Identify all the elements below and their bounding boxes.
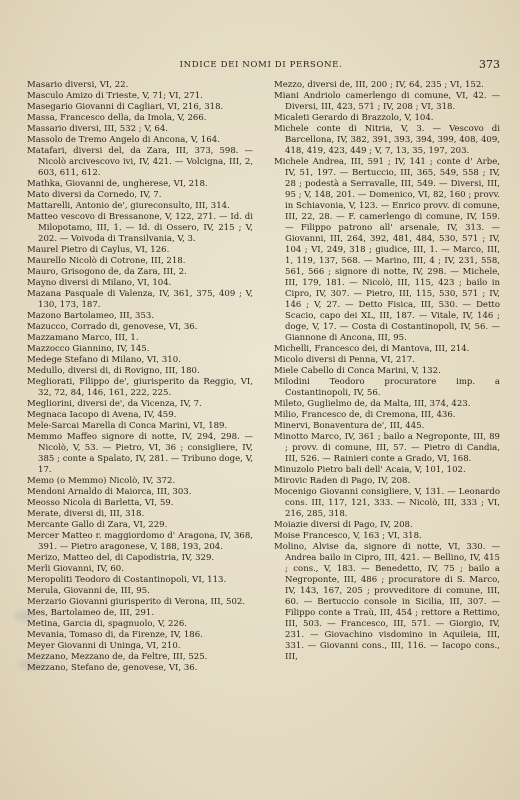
index-entry: Minotto Marco, IV, 361 ; bailo a Negroponte, III, 89 ; provv. di comune, III, 57. — Pietro di Candia, III, 526. — Rainieri conte a Grado, VI, 168. <box>274 432 500 464</box>
index-entry: Mazono Bartolameo, III, 353. <box>27 311 155 321</box>
index-entry: Miani Andriolo camerlengo di comune, VI, 42. — Diversi, III, 423, 571 ; IV, 208 ; VI, 318. <box>274 91 500 112</box>
index-entry: Mendoni Arnaldo di Maiorca, III, 303. <box>27 487 192 497</box>
index-entry: Matafari, diversi del, da Zara, III, 373, 598. — Nicolò arcivescovo ivi, IV, 421. — Volcigna, III, 2, 603, 611, 612. <box>27 146 253 178</box>
index-entry: Merate, diversi di, III, 318. <box>27 509 145 519</box>
index-entry: Miele Cabello di Conca Marini, V, 132. <box>274 366 441 376</box>
index-entry: Megliorati, Filippo de', giurisperito da Reggio, VI, 32, 72, 84, 146, 161, 222, 225. <box>27 377 253 398</box>
index-entry: Metina, Garcia di, spagnuolo, V, 226. <box>27 619 188 629</box>
index-entry: Mileto, Guglielmo de, da Malta, III, 374, 423. <box>274 399 471 409</box>
index-entry: Molino, Alvise da, signore di notte, VI, 330. — Andrea bailo in Cipro, III, 421. — Bellino, IV, 415 ; cons., V, 183. — Benedetto, IV, 75 ; bailo a Negroponte, III, 486 ; procuratore di S. Marco, IV, 143, 167, 205 ; provveditore di comune, III, 60. — Bertuccio console in Sicilia, III, 307. — Filippo conte a Traù, III, 454 ; rettore a Rettimo, III, 503. — Francesco, III, 571. — Giorgio, IV, 231. — Giovachino visdomino in Aquileia, III, 331. — Giovanni cons., III, 116. — Iacopo cons., III, <box>274 542 500 662</box>
index-entry: Michele conte di Nitria, V, 3. — Vescovo di Barcellona, IV, 382, 391, 393, 394, 399, 408, 409, 418, 419, 423, 449 ; V, 7, 13, 35, 197, 203. <box>274 124 500 156</box>
index-entry: Merula, Giovanni de, III, 95. <box>27 586 150 596</box>
index-entry: Meosso Nicola di Barletta, VI, 59. <box>27 498 174 508</box>
index-entry: Mocenigo Giovanni consigliere, V, 131. — Leonardo cons. III, 117, 121, 333. — Nicolò, III, 333 ; VI, 216, 285, 318. <box>274 487 500 519</box>
index-entry: Mattarelli, Antonio de', giureconsulto, III, 314. <box>27 201 230 211</box>
index-entry: Massa, Francesco della, da Imola, V, 266. <box>27 113 207 123</box>
running-title: INDICE DEI NOMI DI PERSONE. <box>179 60 343 70</box>
index-entry: Mazucco, Corrado di, genovese, VI, 36. <box>27 322 198 332</box>
page-header <box>22 60 500 74</box>
index-entry: Minuzolo Pietro bali dell' Acaia, V, 101, 102. <box>274 465 466 475</box>
index-entry: Meyer Giovanni di Uninga, VI, 210. <box>27 641 181 651</box>
index-entry: Minervi, Bonaventura de', III, 445. <box>274 421 425 431</box>
index-entry: Meropoliti Teodoro di Costantinopoli, VI, 113. <box>27 575 227 585</box>
index-entry: Maurello Nicolò di Cotrone, III, 218. <box>27 256 186 266</box>
index-entry: Mazana Pasquale di Valenza, IV, 361, 375, 409 ; V, 130, 173, 187. <box>27 289 253 310</box>
index-entry: Medege Stefano di Milano, VI, 310. <box>27 355 181 365</box>
index-entry: Medullo, diversi di, di Rovigno, III, 180. <box>27 366 200 376</box>
index-entry: Maurel Pietro di Caylus, VI, 126. <box>27 245 170 255</box>
index-entry: Merzario Giovanni giurisperito di Verona, III, 502. <box>27 597 246 607</box>
index-entry: Massolo de Tremo Angelo di Ancona, V, 164. <box>27 135 220 145</box>
index-entry: Massario diversi, III, 532 ; V, 64. <box>27 124 169 134</box>
index-entry: Memmo Maffeo signore di notte, IV, 294, 298. — Nicolò, V, 53. — Pietro, VI, 36 ; consigliere, IV, 385 ; conte a Spalato, IV, 281. — Tribuno doge, V, 17. <box>27 432 253 475</box>
index-entry: Mathka, Giovanni de, ungherese, VI, 218. <box>27 179 208 189</box>
index-entry: Michele Andrea, III, 591 ; IV, 141 ; conte d' Arbe, IV, 51, 197. — Bertuccio, III, 365, 549, 558 ; IV, 28 ; podestà a Serravalle, III, 549. — Diversi, III, 95 ; V, 148, 201. — Domenico, VI, 82, 160 ; provv. in Schiavonia, V, 123. — Enrico provv. di comune, III, 22, 28. — F. camerlengo di comune, IV, 159. — Filippo patrono all' arsenale, IV, 313. — Giovanni, III, 264, 392, 481, 484, 530, 571 ; IV, 104 ; VI, 249, 318 ; giudice, III, 1. — Marco, III, 1, 119, 137, 568. — Marino, III, 4 ; IV, 231, 558, 561, 566 ; signore di notte, IV, 298. — Michele, III, 179, 181. — Nicolò, III, 115, 423 ; bailo in Cipro, IV, 307. — Pietro, III, 115, 530, 571 ; IV, 146 ; V, 27. — Detto Fisica, III, 530. — Detto Scacio, capo dei XL, III, 187. — Vitale, IV, 146 ; doge, V, 17. — Costa di Costantinopoli, IV, 56. — Giannone di Ancona, III, 95. <box>274 157 500 343</box>
page-number: 373 <box>479 58 500 71</box>
index-entry: Megnaca Iacopo di Avena, IV, 459. <box>27 410 177 420</box>
index-entry: Megliorini, diversi de', da Vicenza, IV, 7. <box>27 399 202 409</box>
index-entry: Merizo, Matteo del, di Capodistria, IV, 329. <box>27 553 215 563</box>
index-entry: Moise Francesco, V, 163 ; VI, 318. <box>274 531 422 541</box>
index-entry: Milodini Teodoro procuratore imp. a Costantinopoli, IV, 56. <box>274 377 500 398</box>
index-entry: Mirovic Raden di Pago, IV, 208. <box>274 476 411 486</box>
index-entry: Mazzocco Giannino, IV, 145. <box>27 344 150 354</box>
index-entry: Micolo diversi di Penna, VI, 217. <box>274 355 415 365</box>
index-entry: Masario diversi, VI, 22. <box>27 80 129 90</box>
index-entry: Mes, Bartolameo de, III, 291. <box>27 608 155 618</box>
index-entry: Mercante Gallo di Zara, VI, 229. <box>27 520 168 530</box>
index-column-left <box>27 80 253 674</box>
index-entry: Mele-Sarcai Marella di Conca Marini, VI, 189. <box>27 421 228 431</box>
index-entry: Moiazie diversi di Pago, IV, 208. <box>274 520 413 530</box>
index-entry: Merli Giovanni, IV, 60. <box>27 564 124 574</box>
index-entry: Memo (o Memmo) Nicolò, IV, 372. <box>27 476 176 486</box>
index-entry: Mevania, Tomaso di, da Firenze, IV, 186. <box>27 630 203 640</box>
index-entry: Mato diversi da Cornedo, IV, 7. <box>27 190 162 200</box>
index-entry: Mezzano, Stefano de, genovese, VI, 36. <box>27 663 198 673</box>
index-entry: Masculo Amizo di Trieste, V, 71; VI, 271. <box>27 91 203 101</box>
index-entry: Micaleti Gerardo di Brazzolo, V, 104. <box>274 113 434 123</box>
index-entry: Mezzano, Mezzano de, da Feltre, III, 525. <box>27 652 208 662</box>
index-entry: Masegario Giovanni di Cagliari, VI, 216, 318. <box>27 102 224 112</box>
index-entry: Matteo vescovo di Bressanone, V, 122, 271. — Id. di Milopotamo, III, 1. — Id. di Ossero, IV, 215 ; V, 202. — Voivoda di Transilvania, V, 3. <box>27 212 253 244</box>
index-entry: Milio, Francesco de, di Cremona, III, 436. <box>274 410 456 420</box>
index-column-right <box>274 80 500 663</box>
index-entry: Mazzamano Marco, III, 1. <box>27 333 139 343</box>
index-entry: Mauro, Grisogono de, da Zara, III, 2. <box>27 267 187 277</box>
index-entry: Mezzo, diversi de, III, 200 ; IV, 64, 235 ; VI, 152. <box>274 80 484 90</box>
index-entry: Michelli, Francesco dei, di Mantova, III, 214. <box>274 344 470 354</box>
index-entry: Mayno diversi di Milano, VI, 104. <box>27 278 172 288</box>
index-entry: Mercer Matteo r. maggiordomo d' Aragona, IV, 368, 391. — Pietro aragonese, V, 188, 193, 204. <box>27 531 253 552</box>
